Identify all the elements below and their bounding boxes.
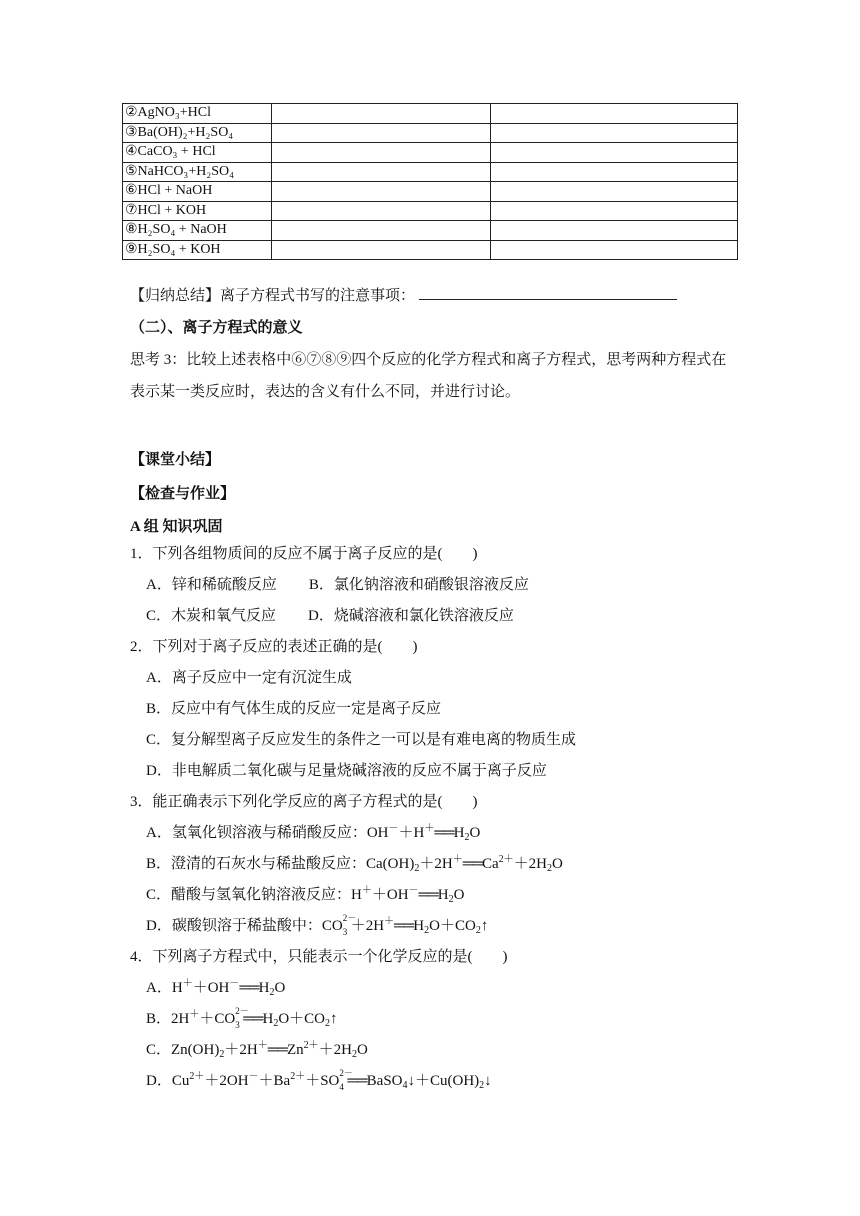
reaction-label-cell: ⑥HCl + NaOH (123, 182, 272, 202)
table-row (123, 123, 738, 143)
q4-option-c-text: C． (146, 1042, 172, 1058)
q4-option-a[interactable] (146, 978, 285, 998)
chemical-equation-cell[interactable] (272, 162, 491, 182)
q3-option-c[interactable] (146, 885, 464, 905)
ionic-equation-cell[interactable] (491, 221, 738, 241)
q1-options-cd (146, 606, 514, 626)
q3-option-a[interactable] (146, 823, 480, 843)
chemical-equation-cell[interactable] (272, 221, 491, 241)
q3-option-a-equation: $OH^-+H^+══H_2O$ (366, 823, 481, 843)
chemical-equation-cell[interactable] (272, 123, 491, 143)
ionic-equation-cell[interactable] (491, 182, 738, 202)
q1-option-b[interactable]: B．氯化钠溶液和硝酸银溶液反应 (308, 577, 529, 593)
q4-option-c-equation: $Zn(OH)_2+2H^+══Zn^{2+}+2H_2O$ (171, 1040, 368, 1060)
q4-option-b[interactable] (146, 1006, 338, 1030)
reaction-label-cell: ⑦HCl + KOH (123, 201, 272, 221)
ionic-equation-cell[interactable] (491, 104, 738, 124)
q2-option-a[interactable]: A．离子反应中一定有沉淀生成 (146, 670, 352, 686)
q3-stem: 3．能正确表示下列化学反应的离子方程式的是( ) (130, 794, 478, 810)
q4-option-c[interactable] (146, 1040, 368, 1060)
ionic-equation-cell[interactable] (491, 143, 738, 163)
q1-option-d[interactable]: D．烧碱溶液和氯化铁溶液反应 (308, 608, 514, 624)
reaction-label-cell: ④CaCO₃ + HCl (123, 143, 272, 163)
chemical-equation-cell[interactable] (272, 240, 491, 260)
summary-label: 【归纳总结】离子方程式书写的注意事项： (130, 288, 416, 304)
q3-option-d-equation: CO 2－ 3 $+2H^+══H_2O+CO_2↑$ (321, 913, 489, 937)
q3-option-a-text: A．氢氧化钡溶液与稀硝酸反应： (146, 825, 367, 841)
q1-stem: 1．下列各组物质间的反应不属于离子反应的是( ) (130, 546, 478, 562)
q1-options-ab (146, 575, 529, 595)
summary-blank[interactable] (419, 285, 677, 300)
q3-option-b[interactable] (146, 854, 563, 874)
group-a-heading: A 组 知识巩固 (130, 519, 223, 535)
think3-line2: 表示某一类反应时，表达的含义有什么不同，并进行讨论。 (130, 384, 521, 400)
ionic-equation-cell[interactable] (491, 123, 738, 143)
q1-option-a[interactable]: A．锌和稀硫酸反应 (146, 577, 277, 593)
chemical-equation-cell[interactable] (272, 182, 491, 202)
q2-option-b[interactable]: B．反应中有气体生成的反应一定是离子反应 (146, 701, 442, 717)
q3-option-d-text: D．碳酸钡溶于稀盐酸中： (146, 918, 322, 934)
q4-option-d[interactable] (146, 1068, 492, 1092)
q4-option-b-text: B． (146, 1011, 172, 1027)
q4-stem: 4．下列离子方程式中，只能表示一个化学反应的是( ) (130, 949, 508, 965)
reaction-label-cell: ③Ba(OH)₂+H₂SO₄ (123, 123, 272, 143)
table-row (123, 143, 738, 163)
section2-heading: （二）、离子方程式的意义 (130, 320, 303, 336)
q1-option-c[interactable]: C．木炭和氧气反应 (146, 608, 277, 624)
table-row (123, 162, 738, 182)
ionic-equation-cell[interactable] (491, 240, 738, 260)
q3-option-d[interactable] (146, 913, 489, 937)
q2-option-c[interactable]: C．复分解型离子反应发生的条件之一可以是有难电离的物质生成 (146, 732, 577, 748)
q3-option-b-equation: $Ca(OH)_2+2H^+══Ca^{2+}+2H_2O$ (366, 854, 563, 874)
chemical-equation-cell[interactable] (272, 201, 491, 221)
reaction-table (122, 103, 738, 260)
ionic-equation-cell[interactable] (491, 201, 738, 221)
q2-stem: 2．下列对于离子反应的表述正确的是( ) (130, 639, 418, 655)
q3-option-b-text: B．澄清的石灰水与稀盐酸反应： (146, 856, 367, 872)
table-row (123, 104, 738, 124)
reaction-label-cell: ②AgNO₃+HCl (123, 104, 272, 124)
q4-option-a-equation: $H^++OH^-══H_2O$ (171, 978, 286, 998)
reaction-label-cell: ⑤NaHCO₃+H₂SO₄ (123, 162, 272, 182)
table-row (123, 221, 738, 241)
table-row (123, 182, 738, 202)
q2-option-d[interactable]: D．非电解质二氧化碳与足量烧碱溶液的反应不属于离子反应 (146, 763, 547, 779)
summary-line (130, 285, 677, 306)
homework-heading: 【检查与作业】 (130, 486, 236, 502)
class-summary-heading: 【课堂小结】 (130, 452, 221, 468)
q4-option-d-equation: $Cu^{2+}+2OH^-+Ba^{2+}+SO$ 2－ 4 $══BaSO_4↓+Cu(OH)_2↓$ (171, 1068, 492, 1092)
table-row (123, 201, 738, 221)
chemical-equation-cell[interactable] (272, 104, 491, 124)
reaction-label-cell: ⑨H₂SO₄ + KOH (123, 240, 272, 260)
reaction-label-cell: ⑧H₂SO₄ + NaOH (123, 221, 272, 241)
ionic-equation-cell[interactable] (491, 162, 738, 182)
q3-option-c-equation: $H^++OH^-══H_2O$ (351, 885, 465, 905)
q4-option-d-text: D． (146, 1073, 172, 1089)
think3-line1: 思考 3：比较上述表格中⑥⑦⑧⑨四个反应的化学方程式和离子方程式，思考两种方程式在 (130, 352, 727, 368)
q4-option-a-text: A． (146, 980, 172, 996)
q3-option-c-text: C．醋酸与氢氧化钠溶液反应： (146, 887, 352, 903)
table-row (123, 240, 738, 260)
q4-option-b-equation: 2H＋＋CO 2－ 3 $══H_2O+CO_2↑$ (171, 1006, 338, 1030)
chemical-equation-cell[interactable] (272, 143, 491, 163)
